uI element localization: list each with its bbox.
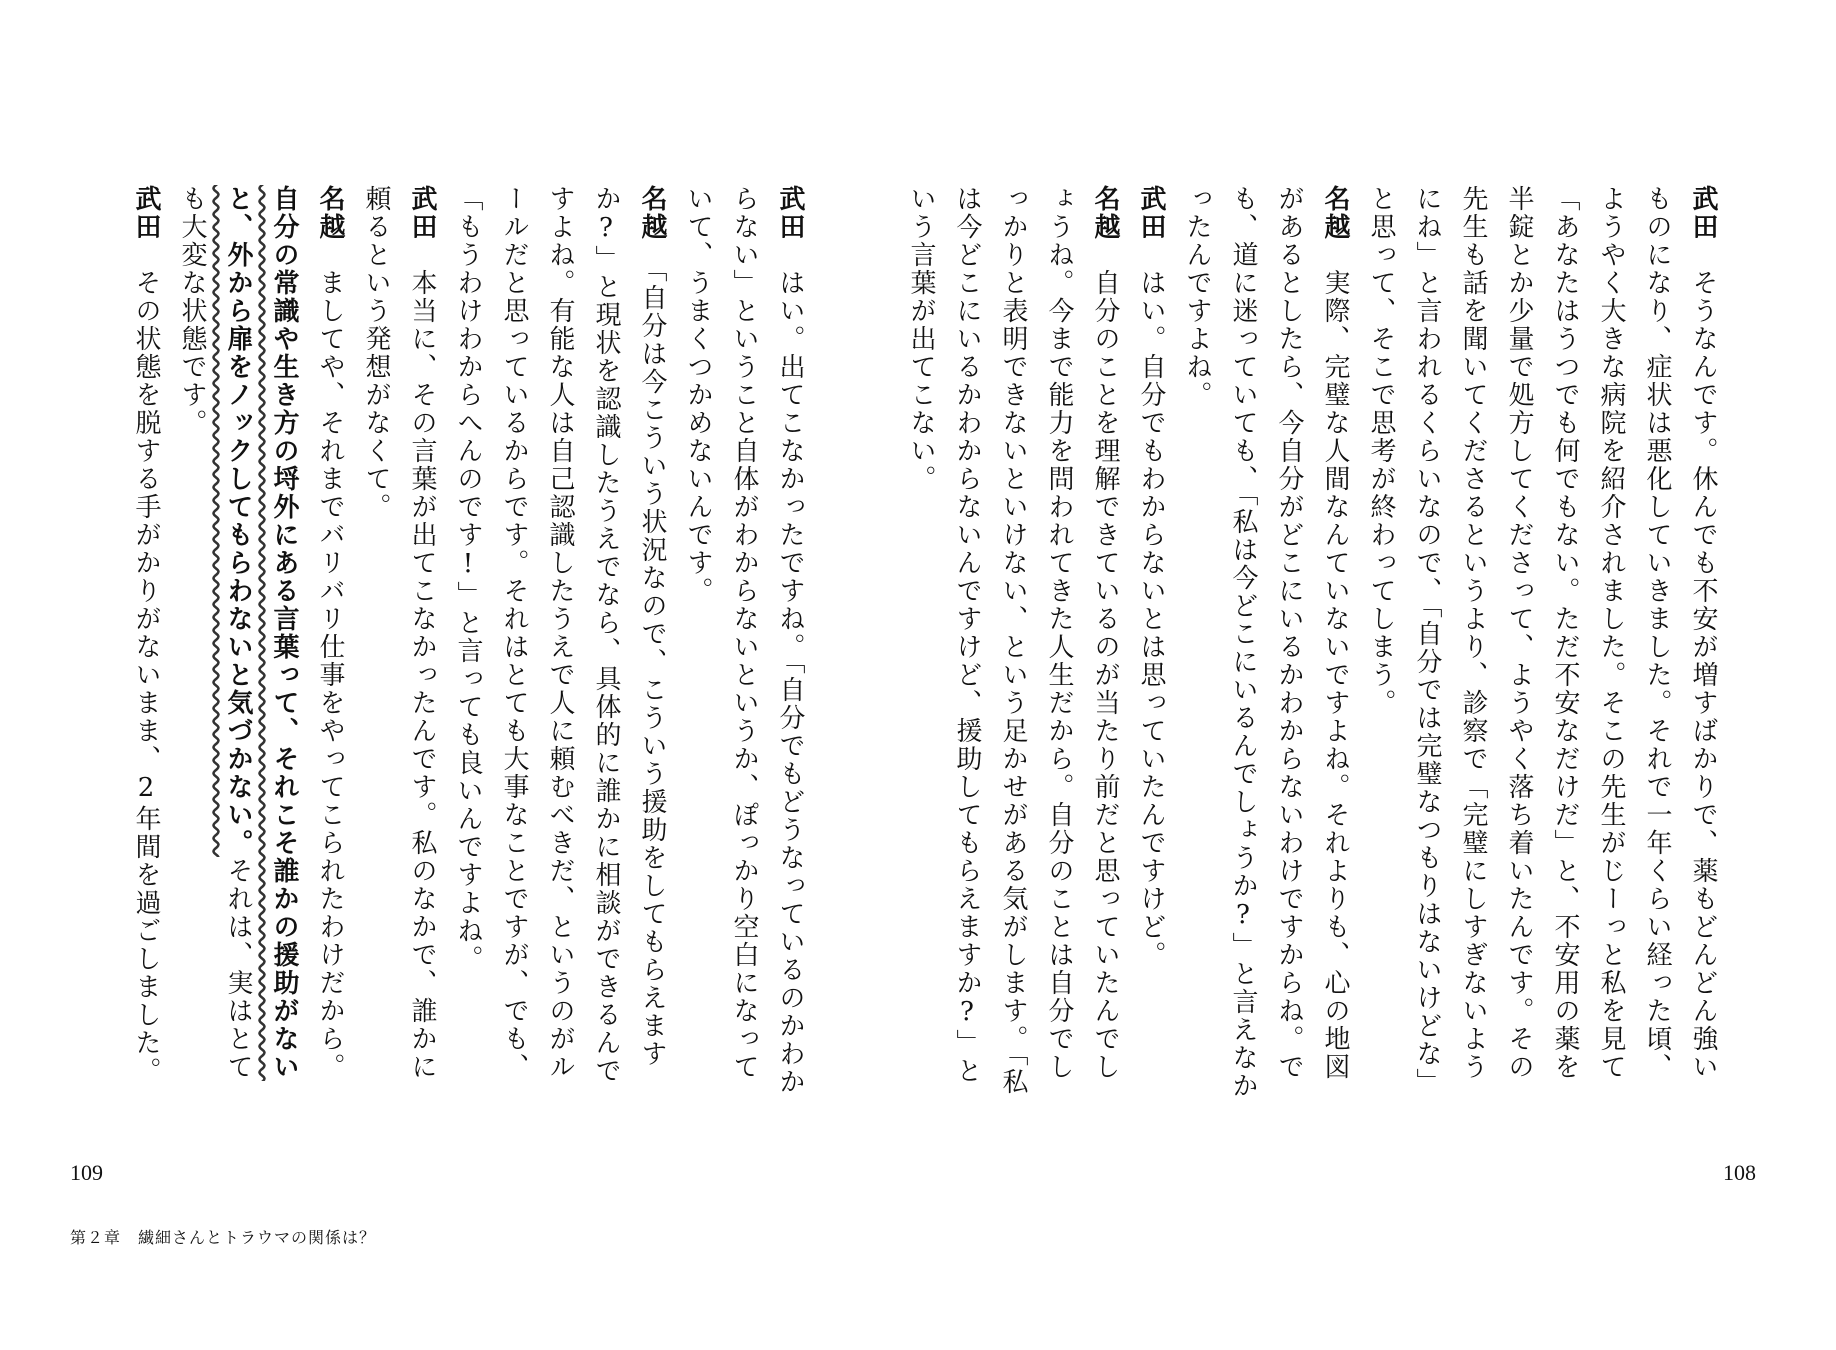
dialogue-paragraph (123, 185, 169, 1105)
speaker-label: 名越 (315, 185, 345, 241)
dialogue-paragraph (1358, 185, 1726, 1105)
dialogue-text: 「自分は今こういう状況なので、こういう援助をしてもらえますか?」と現状を認識したうえでなら、具体的に誰かに相談ができるんですよね。有能な人は自己認識したうえで人に頼むべきだ、というのがルールだと思っているからです。それはとても大事なことですが、でも、「もうわけわからへんのです!」と言っても良いんですよね。 (453, 185, 667, 1085)
speaker-label: 武田 (131, 185, 161, 241)
speaker-label: 名越 (637, 185, 667, 241)
dialogue-text: 自分のことを理解できているのが当たり前だと思っていたんでしょうね。今まで能力を問われてきた人生だから。自分のことは自分でしっかりと表明できないといけない、という足かせがある気がします。「私は今どこにいるかわからないんですけど、援助してもらえますか?」という言葉が出てこない。 (906, 185, 1120, 1096)
running-footer: 第２章 繊細さんとトラウマの関係は？ (70, 1228, 377, 1247)
speaker-label: 名越 (1320, 185, 1350, 241)
dialogue-paragraph (1174, 185, 1358, 1105)
right-page (906, 0, 1836, 1350)
dialogue-text: はい。出てこなかったですね。「自分でもどうなっているのかわからない」ということ自体がわからないというか、ぽっかり空白になっていて、うまくつかめないんです。 (683, 185, 805, 1096)
dialogue-text: ましてや、それまでバリバリ仕事をやってこられたわけだから。 (315, 269, 345, 1081)
page-number: 109 (70, 1160, 103, 1185)
speaker-label: 武田 (775, 185, 805, 241)
dialogue-text: その状態を脱する手がかりがないまま、2年間を過ごしました。 (131, 269, 161, 1085)
dialogue-paragraph (675, 185, 813, 1105)
right-page-body (876, 185, 1726, 1105)
dialogue-text-after: それは、実はとても大変な状態です。 (177, 185, 253, 1081)
dialogue-paragraph (1128, 185, 1174, 1105)
dialogue-paragraph (445, 185, 675, 1105)
page-number: 108 (1723, 1160, 1756, 1185)
speaker-label: 武田 (407, 185, 437, 241)
dialogue-text: そうなんです。休んでも不安が増すばかりで、薬もどんどん強いものになり、症状は悪化していきました。それで一年くらい経った頃、ようやく大きな病院を紹介されました。そこの先生がじーっと私を見て「あなたはうつでも何でもない。ただ不安なだけだ」と、不安用の薬を半錠とか少量で処方してくださって、ようやく落ち着いたんです。その先生も話を聞いてくださるというより、診察で「完璧にしすぎないようにね」と言われるくらいなので、「自分では完璧なつもりはないけどな」と思って、そこで思考が終わってしまう。 (1366, 185, 1718, 1096)
dialogue-paragraph (898, 185, 1128, 1105)
dialogue-text: 実際、完璧な人間なんていないですよね。それよりも、心の地図があるとしたら、今自分がどこにいるかわからないわけですからね。でも、道に迷っていても、「私は今どこにいるんでしょうか?」と言えなかったんですよね。 (1182, 185, 1350, 1100)
dialogue-paragraph (169, 185, 353, 1105)
dialogue-paragraph (353, 185, 445, 1105)
speaker-label: 武田 (1688, 185, 1718, 241)
emphasized-text: 自分の常識や生き方の埒外にある言葉って、それこそ誰かの援助がないと、外から扉をノックしてもらわないと気づかない。 (223, 185, 299, 1081)
dialogue-text: はい。自分でもわからないとは思っていたんですけど。 (1136, 269, 1166, 969)
speaker-label: 名越 (1090, 185, 1120, 241)
speaker-label: 武田 (1136, 185, 1166, 241)
left-page-body (73, 185, 813, 1105)
dialogue-text: 本当に、その言葉が出てこなかったんです。私のなかで、誰かに頼るという発想がなくて。 (361, 185, 437, 1081)
